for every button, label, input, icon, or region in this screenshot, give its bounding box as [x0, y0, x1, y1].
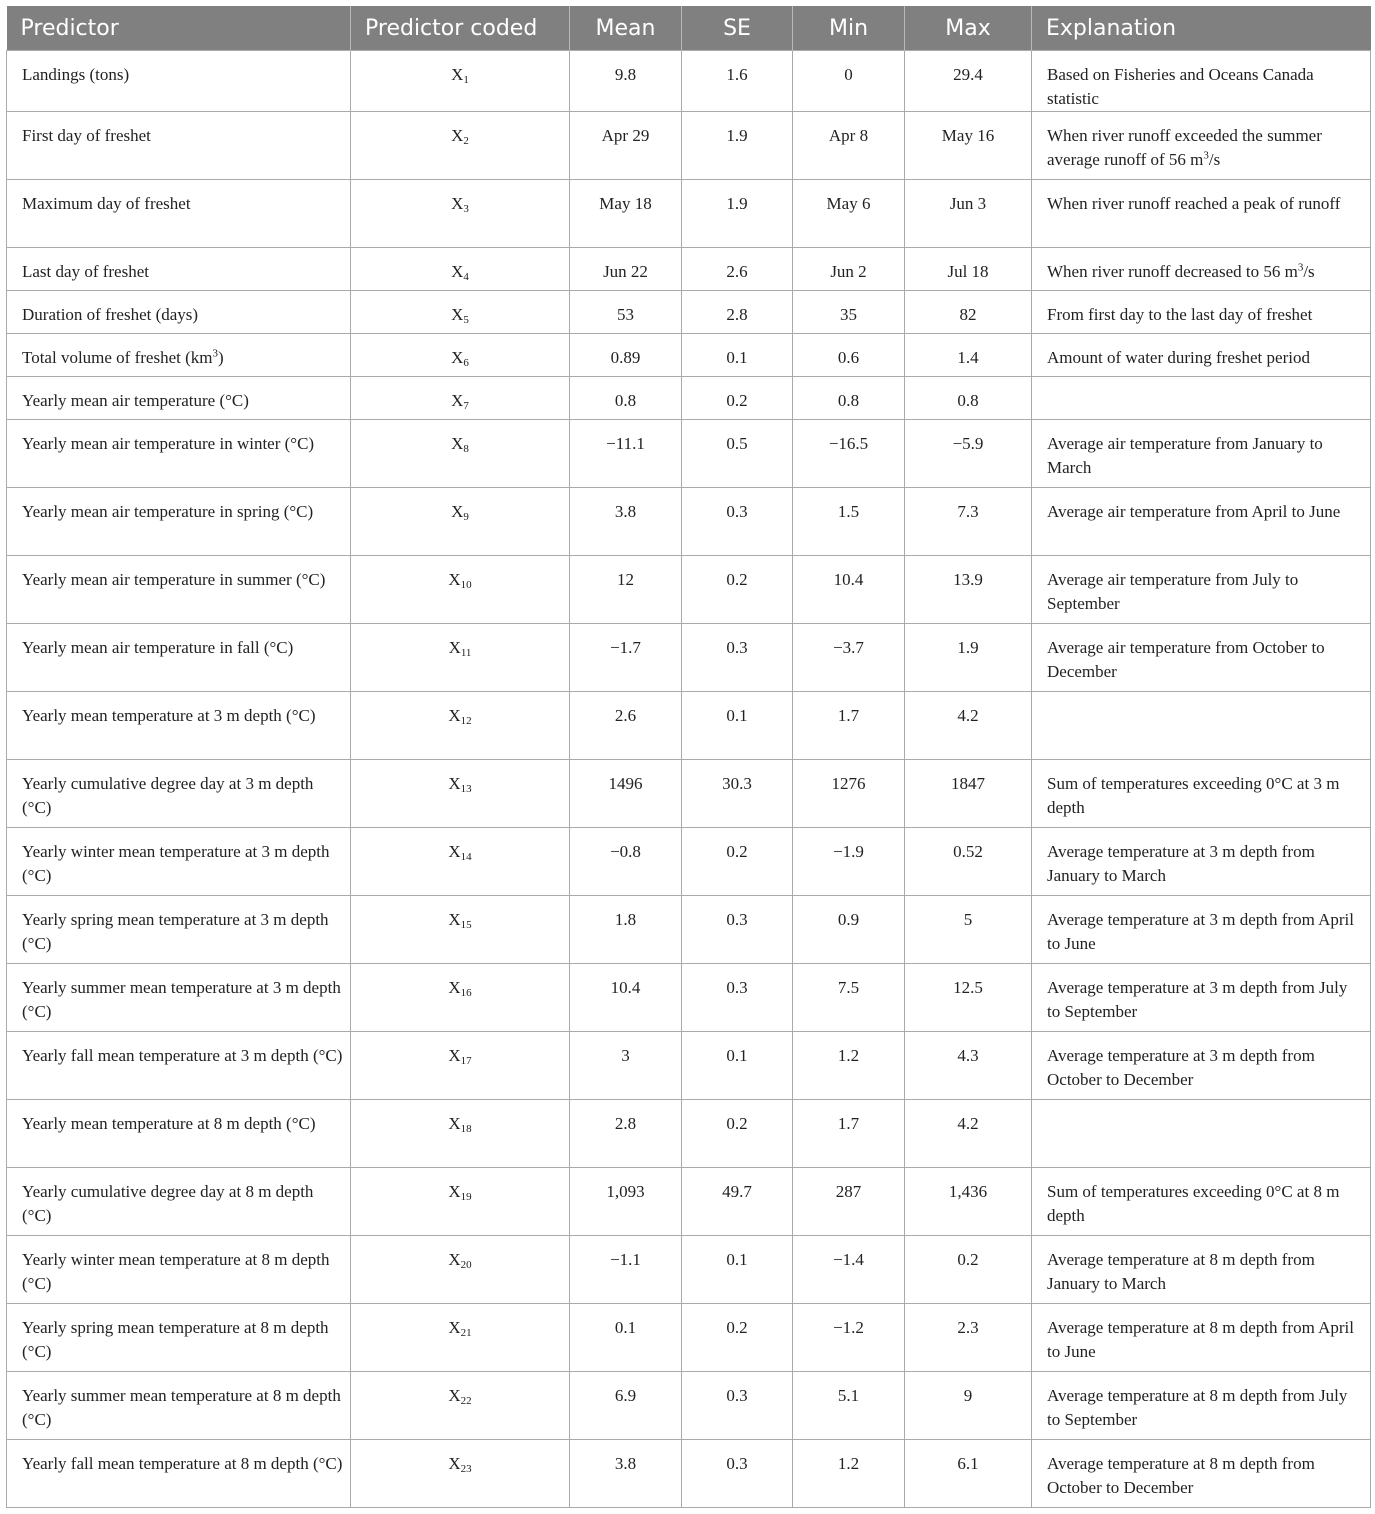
- cell-mean: 2.6: [570, 692, 682, 760]
- code-subscript: 13: [460, 783, 472, 795]
- cell-predictor-coded: [351, 964, 570, 1032]
- table-row: [7, 1168, 1371, 1236]
- predictor-text: Yearly mean air temperature (°C): [22, 391, 249, 410]
- predictor-text: Yearly mean air temperature in fall (°C): [22, 638, 294, 657]
- explanation-text: Based on Fisheries and Oceans Canada statistic: [1047, 65, 1314, 108]
- predictor-text: Yearly cumulative degree day at 3 m depth (°C): [22, 774, 314, 817]
- cell-mean: 1496: [570, 760, 682, 828]
- cell-max: 0.2: [905, 1236, 1032, 1304]
- cell-min: −1.4: [793, 1236, 905, 1304]
- cell-max: 82: [905, 291, 1032, 334]
- cell-min: −3.7: [793, 624, 905, 692]
- code-letter: X: [448, 1182, 461, 1201]
- table-body: [7, 51, 1371, 1508]
- cell-se: 1.9: [682, 180, 793, 248]
- cell-predictor-coded: [351, 624, 570, 692]
- cell-se: 0.5: [682, 420, 793, 488]
- cell-se: 30.3: [682, 760, 793, 828]
- cell-predictor: [7, 488, 351, 556]
- cell-min: 0: [793, 51, 905, 112]
- cell-predictor-coded: [351, 556, 570, 624]
- explanation-text: Average air temperature from April to June: [1047, 502, 1341, 521]
- cell-se: 0.3: [682, 964, 793, 1032]
- cell-max: 1847: [905, 760, 1032, 828]
- cell-min: 0.8: [793, 377, 905, 420]
- code-letter: X: [451, 262, 464, 281]
- cell-max: 29.4: [905, 51, 1032, 112]
- cell-predictor-coded: [351, 51, 570, 112]
- code-letter: X: [451, 194, 464, 213]
- code-subscript: 8: [463, 443, 469, 455]
- predictor-text: Yearly spring mean temperature at 8 m depth (°C): [22, 1318, 329, 1361]
- cell-min: 1.5: [793, 488, 905, 556]
- cell-mean: 9.8: [570, 51, 682, 112]
- code-subscript: 7: [463, 400, 469, 412]
- cell-predictor-coded: [351, 488, 570, 556]
- code-letter: X: [448, 1046, 461, 1065]
- predictor-text: Yearly fall mean temperature at 3 m depth (°C): [22, 1046, 343, 1065]
- table-row: [7, 760, 1371, 828]
- code-subscript: 5: [463, 314, 469, 326]
- explanation-text: Sum of temperatures exceeding 0°C at 8 m depth: [1047, 1182, 1340, 1225]
- code-subscript: 9: [463, 511, 469, 523]
- cell-max: 13.9: [905, 556, 1032, 624]
- table-row: [7, 112, 1371, 180]
- cell-mean: 3.8: [570, 488, 682, 556]
- cell-mean: 3.8: [570, 1440, 682, 1508]
- table-row: [7, 377, 1371, 420]
- predictor-text: Landings (tons): [22, 65, 130, 84]
- cell-se: 0.3: [682, 896, 793, 964]
- cell-predictor-coded: [351, 760, 570, 828]
- cell-explanation: [1032, 248, 1371, 291]
- cell-predictor-coded: [351, 1304, 570, 1372]
- cell-max: 1,436: [905, 1168, 1032, 1236]
- cell-min: 1.2: [793, 1032, 905, 1100]
- predictor-text: Yearly spring mean temperature at 3 m depth (°C): [22, 910, 329, 953]
- table-row: [7, 624, 1371, 692]
- cell-predictor: [7, 291, 351, 334]
- code-subscript: 3: [463, 203, 469, 215]
- cell-mean: 12: [570, 556, 682, 624]
- cell-min: 1276: [793, 760, 905, 828]
- cell-max: Jun 3: [905, 180, 1032, 248]
- cell-se: 0.2: [682, 377, 793, 420]
- cell-mean: −1.7: [570, 624, 682, 692]
- cell-predictor: [7, 760, 351, 828]
- code-subscript: 1: [463, 74, 469, 86]
- cell-predictor: [7, 51, 351, 112]
- cell-predictor: [7, 692, 351, 760]
- explanation-text: Average temperature at 3 m depth from July to September: [1047, 978, 1348, 1021]
- code-subscript: 14: [460, 851, 472, 863]
- cell-predictor: [7, 420, 351, 488]
- cell-explanation: [1032, 760, 1371, 828]
- explanation-text: Average temperature at 3 m depth from January to March: [1047, 842, 1315, 885]
- code-letter: X: [448, 1250, 461, 1269]
- cell-min: 5.1: [793, 1372, 905, 1440]
- explanation-text: Average temperature at 8 m depth from July to September: [1047, 1386, 1348, 1429]
- table-row: [7, 1440, 1371, 1508]
- cell-predictor-coded: [351, 1032, 570, 1100]
- cell-predictor: [7, 377, 351, 420]
- code-letter: X: [448, 1386, 461, 1405]
- cell-se: 49.7: [682, 1168, 793, 1236]
- code-subscript: 17: [460, 1055, 472, 1067]
- table-row: [7, 248, 1371, 291]
- cell-explanation: [1032, 556, 1371, 624]
- cell-mean: 6.9: [570, 1372, 682, 1440]
- explanation-text: When river runoff decreased to 56 m: [1047, 262, 1298, 281]
- cell-min: May 6: [793, 180, 905, 248]
- table-row: [7, 180, 1371, 248]
- cell-explanation: [1032, 1440, 1371, 1508]
- cell-predictor: [7, 556, 351, 624]
- predictor-text: Yearly mean temperature at 3 m depth (°C): [22, 706, 316, 725]
- cell-predictor-coded: [351, 828, 570, 896]
- header-mean: Mean: [570, 6, 682, 51]
- cell-max: 0.8: [905, 377, 1032, 420]
- header-predictor-coded: Predictor coded: [351, 6, 570, 51]
- cell-predictor: [7, 112, 351, 180]
- code-letter: X: [448, 774, 461, 793]
- cell-min: 0.6: [793, 334, 905, 377]
- cell-min: 0.9: [793, 896, 905, 964]
- cell-max: 4.2: [905, 1100, 1032, 1168]
- cell-predictor: [7, 624, 351, 692]
- table-row: [7, 1100, 1371, 1168]
- cell-predictor-coded: [351, 1100, 570, 1168]
- cell-se: 0.1: [682, 1236, 793, 1304]
- code-subscript: 4: [463, 271, 469, 283]
- cell-predictor: [7, 1168, 351, 1236]
- cell-max: 5: [905, 896, 1032, 964]
- cell-min: 1.7: [793, 1100, 905, 1168]
- table-row: [7, 556, 1371, 624]
- cell-max: 1.9: [905, 624, 1032, 692]
- explanation-text: Average air temperature from January to March: [1047, 434, 1323, 477]
- code-letter: X: [448, 706, 461, 725]
- cell-predictor-coded: [351, 896, 570, 964]
- code-letter: X: [448, 910, 461, 929]
- cell-predictor: [7, 334, 351, 377]
- code-subscript: 23: [460, 1463, 472, 1475]
- explanation-text: Sum of temperatures exceeding 0°C at 3 m depth: [1047, 774, 1340, 817]
- cell-max: 12.5: [905, 964, 1032, 1032]
- code-subscript: 16: [460, 987, 472, 999]
- predictor-text: Last day of freshet: [22, 262, 149, 281]
- cell-explanation: [1032, 420, 1371, 488]
- cell-explanation: [1032, 1304, 1371, 1372]
- cell-predictor-coded: [351, 291, 570, 334]
- cell-se: 0.1: [682, 692, 793, 760]
- predictor-text: Yearly mean air temperature in spring (°C): [22, 502, 314, 521]
- table-row: [7, 334, 1371, 377]
- table-row: [7, 1304, 1371, 1372]
- header-min: Min: [793, 6, 905, 51]
- table-row: [7, 488, 1371, 556]
- cell-max: 9: [905, 1372, 1032, 1440]
- cell-mean: 3: [570, 1032, 682, 1100]
- cell-predictor: [7, 1440, 351, 1508]
- table-row: [7, 51, 1371, 112]
- cell-predictor: [7, 180, 351, 248]
- cell-se: 1.6: [682, 51, 793, 112]
- cell-predictor: [7, 1372, 351, 1440]
- code-letter: X: [451, 434, 464, 453]
- cell-predictor: [7, 248, 351, 291]
- cell-max: 0.52: [905, 828, 1032, 896]
- cell-explanation: [1032, 1372, 1371, 1440]
- cell-se: 1.9: [682, 112, 793, 180]
- explanation-text: When river runoff reached a peak of runoff: [1047, 194, 1341, 213]
- cell-max: Jul 18: [905, 248, 1032, 291]
- cell-min: 1.2: [793, 1440, 905, 1508]
- cell-se: 0.2: [682, 828, 793, 896]
- predictor-text: Yearly mean air temperature in summer (°C): [22, 570, 326, 589]
- predictor-table: [6, 6, 1371, 1508]
- cell-min: −1.9: [793, 828, 905, 896]
- explanation-text: Average temperature at 3 m depth from April to June: [1047, 910, 1354, 953]
- explanation-text: When river runoff exceeded the summer average runoff of 56 m: [1047, 126, 1322, 169]
- cell-explanation: [1032, 828, 1371, 896]
- cell-min: Jun 2: [793, 248, 905, 291]
- cell-se: 0.3: [682, 1372, 793, 1440]
- code-subscript: 6: [463, 357, 469, 369]
- predictor-text: Maximum day of freshet: [22, 194, 191, 213]
- cell-min: Apr 8: [793, 112, 905, 180]
- cell-min: −1.2: [793, 1304, 905, 1372]
- explanation-text: From first day to the last day of freshet: [1047, 305, 1313, 324]
- cell-mean: 0.1: [570, 1304, 682, 1372]
- cell-min: 35: [793, 291, 905, 334]
- cell-mean: 0.8: [570, 377, 682, 420]
- cell-mean: 53: [570, 291, 682, 334]
- cell-predictor-coded: [351, 692, 570, 760]
- cell-predictor-coded: [351, 1440, 570, 1508]
- cell-explanation: [1032, 112, 1371, 180]
- explanation-text: Average temperature at 8 m depth from October to December: [1047, 1454, 1315, 1497]
- table-row: [7, 692, 1371, 760]
- cell-predictor: [7, 1100, 351, 1168]
- cell-mean: 0.89: [570, 334, 682, 377]
- cell-explanation: [1032, 1236, 1371, 1304]
- cell-min: 287: [793, 1168, 905, 1236]
- cell-se: 0.2: [682, 1100, 793, 1168]
- cell-max: 6.1: [905, 1440, 1032, 1508]
- code-subscript: 12: [460, 715, 472, 727]
- table-row: [7, 1032, 1371, 1100]
- code-subscript: 19: [460, 1191, 472, 1203]
- code-letter: X: [448, 1318, 461, 1337]
- cell-explanation: [1032, 377, 1371, 420]
- table-row: [7, 420, 1371, 488]
- table-row: [7, 1236, 1371, 1304]
- code-letter: X: [448, 842, 461, 861]
- cell-explanation: [1032, 291, 1371, 334]
- predictor-text: Yearly mean temperature at 8 m depth (°C): [22, 1114, 316, 1133]
- cell-se: 0.3: [682, 624, 793, 692]
- cell-predictor: [7, 1032, 351, 1100]
- cell-predictor: [7, 1304, 351, 1372]
- code-subscript: 11: [460, 647, 472, 659]
- explanation-text: Average air temperature from October to December: [1047, 638, 1325, 681]
- code-subscript: 18: [460, 1123, 472, 1135]
- cell-predictor: [7, 1236, 351, 1304]
- cell-mean: Jun 22: [570, 248, 682, 291]
- cell-mean: 10.4: [570, 964, 682, 1032]
- cell-min: −16.5: [793, 420, 905, 488]
- explanation-text: Average air temperature from July to September: [1047, 570, 1299, 613]
- code-letter: X: [451, 65, 464, 84]
- explanation-text: Average temperature at 3 m depth from October to December: [1047, 1046, 1315, 1089]
- cell-se: 2.6: [682, 248, 793, 291]
- code-letter: X: [451, 305, 464, 324]
- code-subscript: 10: [460, 579, 472, 591]
- predictor-text: Duration of freshet (days): [22, 305, 199, 324]
- code-letter: X: [451, 348, 464, 367]
- code-letter: X: [451, 391, 464, 410]
- code-subscript: 21: [460, 1327, 472, 1339]
- explanation-text: Average temperature at 8 m depth from April to June: [1047, 1318, 1354, 1361]
- explanation-text: Average temperature at 8 m depth from January to March: [1047, 1250, 1315, 1293]
- cell-se: 0.1: [682, 334, 793, 377]
- explanation-text-tail: /s: [1208, 150, 1221, 169]
- cell-se: 0.3: [682, 1440, 793, 1508]
- table-row: [7, 896, 1371, 964]
- cell-mean: 1,093: [570, 1168, 682, 1236]
- code-letter: X: [448, 978, 461, 997]
- cell-max: −5.9: [905, 420, 1032, 488]
- cell-mean: −1.1: [570, 1236, 682, 1304]
- code-letter: X: [448, 638, 461, 657]
- predictor-text: Yearly winter mean temperature at 8 m depth (°C): [22, 1250, 330, 1293]
- cell-explanation: [1032, 51, 1371, 112]
- table-header-row: [7, 6, 1371, 51]
- cell-max: 4.3: [905, 1032, 1032, 1100]
- code-letter: X: [448, 1454, 461, 1473]
- explanation-superscript: 3: [1203, 149, 1209, 162]
- predictor-text: Total volume of freshet (km: [22, 348, 213, 367]
- cell-explanation: [1032, 1100, 1371, 1168]
- predictor-text: First day of freshet: [22, 126, 151, 145]
- cell-predictor-coded: [351, 112, 570, 180]
- cell-se: 0.2: [682, 556, 793, 624]
- cell-explanation: [1032, 488, 1371, 556]
- code-subscript: 22: [460, 1395, 472, 1407]
- cell-se: 0.1: [682, 1032, 793, 1100]
- cell-explanation: [1032, 334, 1371, 377]
- cell-max: 7.3: [905, 488, 1032, 556]
- header-predictor: Predictor: [7, 6, 351, 51]
- cell-se: 0.3: [682, 488, 793, 556]
- cell-max: 2.3: [905, 1304, 1032, 1372]
- cell-predictor: [7, 896, 351, 964]
- cell-explanation: [1032, 964, 1371, 1032]
- cell-explanation: [1032, 1168, 1371, 1236]
- predictor-table-container: [6, 6, 1370, 1508]
- explanation-text: Amount of water during freshet period: [1047, 348, 1310, 367]
- predictor-text: Yearly fall mean temperature at 8 m depth (°C): [22, 1454, 343, 1473]
- cell-predictor-coded: [351, 1236, 570, 1304]
- cell-explanation: [1032, 1032, 1371, 1100]
- cell-mean: May 18: [570, 180, 682, 248]
- code-subscript: 20: [460, 1259, 472, 1271]
- predictor-text: Yearly summer mean temperature at 8 m depth (°C): [22, 1386, 341, 1429]
- cell-explanation: [1032, 692, 1371, 760]
- cell-min: 7.5: [793, 964, 905, 1032]
- header-se: SE: [682, 6, 793, 51]
- cell-predictor: [7, 964, 351, 1032]
- cell-se: 2.8: [682, 291, 793, 334]
- cell-predictor: [7, 828, 351, 896]
- cell-explanation: [1032, 624, 1371, 692]
- cell-mean: 2.8: [570, 1100, 682, 1168]
- header-max: Max: [905, 6, 1032, 51]
- cell-mean: −11.1: [570, 420, 682, 488]
- code-letter: X: [451, 502, 464, 521]
- code-subscript: 15: [460, 919, 472, 931]
- predictor-text-tail: ): [217, 348, 224, 367]
- table-row: [7, 1372, 1371, 1440]
- cell-mean: 1.8: [570, 896, 682, 964]
- predictor-text: Yearly cumulative degree day at 8 m depth (°C): [22, 1182, 314, 1225]
- cell-mean: −0.8: [570, 828, 682, 896]
- cell-max: May 16: [905, 112, 1032, 180]
- cell-predictor-coded: [351, 180, 570, 248]
- predictor-text: Yearly summer mean temperature at 3 m depth (°C): [22, 978, 341, 1021]
- cell-predictor-coded: [351, 377, 570, 420]
- cell-predictor-coded: [351, 1372, 570, 1440]
- header-explanation: Explanation: [1032, 6, 1371, 51]
- predictor-text: Yearly winter mean temperature at 3 m depth (°C): [22, 842, 330, 885]
- code-letter: X: [451, 126, 464, 145]
- cell-min: 10.4: [793, 556, 905, 624]
- code-letter: X: [448, 570, 461, 589]
- explanation-text-tail: /s: [1303, 262, 1315, 281]
- cell-mean: Apr 29: [570, 112, 682, 180]
- code-subscript: 2: [463, 135, 469, 147]
- cell-predictor-coded: [351, 1168, 570, 1236]
- cell-predictor-coded: [351, 420, 570, 488]
- table-row: [7, 964, 1371, 1032]
- cell-explanation: [1032, 896, 1371, 964]
- predictor-text: Yearly mean air temperature in winter (°C): [22, 434, 315, 453]
- cell-predictor-coded: [351, 248, 570, 291]
- table-row: [7, 828, 1371, 896]
- table-row: [7, 291, 1371, 334]
- cell-se: 0.2: [682, 1304, 793, 1372]
- explanation-superscript: 3: [1297, 261, 1304, 274]
- cell-min: 1.7: [793, 692, 905, 760]
- code-letter: X: [448, 1114, 461, 1133]
- cell-max: 1.4: [905, 334, 1032, 377]
- cell-explanation: [1032, 180, 1371, 248]
- cell-max: 4.2: [905, 692, 1032, 760]
- cell-predictor-coded: [351, 334, 570, 377]
- predictor-superscript: 3: [212, 347, 218, 360]
